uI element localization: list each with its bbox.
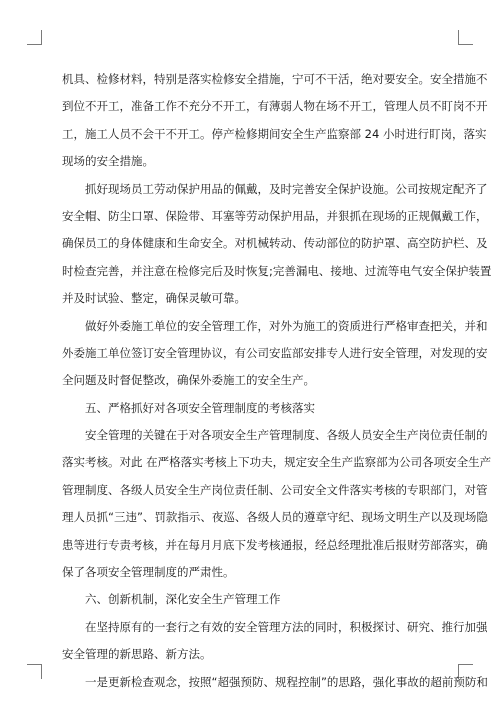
text-line: 一是更新检查观念，按照“超强预防、规程控制”的思路，强化事故的超前预防和 xyxy=(85,674,488,689)
crop-mark-top-right xyxy=(458,30,473,45)
text-line: 做好外委施工单位的安全管理工作，对外为施工的资质进行严格审查把关，并和 xyxy=(85,318,488,333)
document-body xyxy=(62,66,492,696)
text-line: 六、创新机制，深化安全生产管理工作 xyxy=(85,592,281,607)
text-line: 工，施工人员不会干不开工。停产检修期间安全生产监察部 24 小时进行盯岗，落实 xyxy=(62,126,487,141)
text-line: 理人员抓“三违”、罚款指示、夜巡、各级人员的遵章守纪、现场文明生产以及现场隐 xyxy=(62,510,488,525)
text-line: 五、严格抓好对各项安全管理制度的考核落实 xyxy=(85,400,315,415)
text-line: 确保员工的身体健康和生命安全。对机械转动、传动部位的防护罩、高空防护栏、及 xyxy=(62,236,488,251)
text-line: 保了各项安全管理制度的严肃性。 xyxy=(62,565,235,580)
text-line: 到位不开工，准备工作不充分不开工，有薄弱人物在场不开工，管理人员不盯岗不开 xyxy=(62,99,488,114)
text-line: 时检查完善，并注意在检修完后及时恢复;完善漏电、接地、过流等电气安全保护装置 xyxy=(62,263,492,278)
text-line: 抓好现场员工劳动保护用品的佩戴，及时完善安全保护设施。公司按规定配齐了 xyxy=(85,181,488,196)
text-line: 外委施工单位签订安全管理协议，有公司安监部安排专人进行安全管理，对发现的安 xyxy=(62,345,488,360)
text-line: 管理制度、各级人员安全生产岗位责任制、公司安全文件落实考核的专职部门，对管 xyxy=(62,482,488,497)
text-line: 安全管理的关键在于对各项安全生产管理制度、各级人员安全生产岗位责任制的 xyxy=(85,428,488,443)
text-line: 并及时试验、整定，确保灵敏可靠。 xyxy=(62,291,246,306)
crop-mark-bottom-left xyxy=(27,664,42,679)
crop-mark-top-left xyxy=(27,30,42,45)
text-line: 机具、检修材料，特别是落实检修安全措施，宁可不干活，绝对要安全。安全措施不 xyxy=(62,72,488,86)
text-line: 现场的安全措施。 xyxy=(62,154,154,169)
text-line: 安全帽、防尘口罩、保险带、耳塞等劳动保护用品，并狠抓在现场的正规佩戴工作， xyxy=(62,208,488,223)
text-line: 患等进行专责考核，并在每月月底下发考核通报，经总经理批准后报财劳部落实，确 xyxy=(62,537,488,552)
text-line: 安全管理的新思路、新方法。 xyxy=(62,647,212,662)
text-line: 在坚持原有的一套行之有效的安全管理方法的同时，积极探讨、研究、推行加强 xyxy=(85,619,488,634)
text-line: 落实考核。对此 在严格落实考核上下功夫，规定安全生产监察部为公司各项安全生产 xyxy=(62,455,492,470)
text-line: 全问题及时督促整改，确保外委施工的安全生产。 xyxy=(62,373,315,388)
